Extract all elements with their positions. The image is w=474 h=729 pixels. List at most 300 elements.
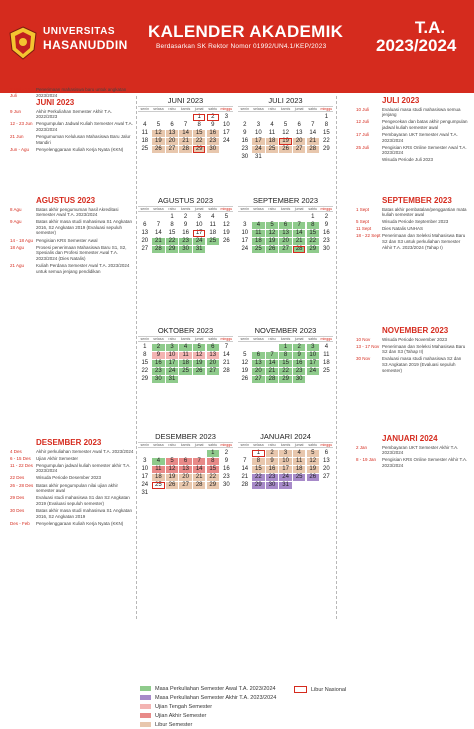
calendar-title: JANUARI 2024 xyxy=(260,432,311,441)
day-cell: 25 xyxy=(152,482,164,489)
weekday-header xyxy=(238,106,333,112)
day-cell: 8 xyxy=(324,121,329,128)
day-cell: 13 xyxy=(323,457,330,464)
calendar-title: DESEMBER 2023 xyxy=(155,432,216,441)
day-cell: 21 xyxy=(293,238,305,245)
day-cell: 2 xyxy=(324,213,329,220)
event-item xyxy=(10,495,134,506)
day-cell: 5 xyxy=(224,213,229,220)
university-name-line1: UNIVERSITAS xyxy=(43,26,115,37)
day-cell: 28 xyxy=(293,246,305,253)
weekday-label: sabtu xyxy=(308,207,318,211)
day-cell: 19 xyxy=(152,138,164,145)
event-date: 22 Des xyxy=(10,475,25,481)
day-cell: 27 xyxy=(279,246,291,253)
day-empty xyxy=(239,450,251,457)
day-cell: 22 xyxy=(252,474,264,481)
day-cell: 3 xyxy=(224,113,229,120)
day-grid xyxy=(138,343,233,383)
calendar-juni-2023 xyxy=(138,96,233,153)
day-cell: 26 xyxy=(241,375,249,382)
weekday-label: jumat xyxy=(194,337,204,341)
academic-year: 2023/2024 xyxy=(376,36,457,55)
day-cell: 25 xyxy=(141,145,149,152)
day-cell: 8 xyxy=(252,458,264,465)
event-text: Penerimaan mahasiswa baru untuk angkatan 2023/2024 xyxy=(36,87,127,98)
day-cell: 1 xyxy=(252,450,264,457)
weekday-label: jumat xyxy=(294,107,304,111)
page-title: KALENDER AKADEMIK xyxy=(148,22,344,41)
day-cell: 6 xyxy=(170,121,174,128)
weekday-label: kamis xyxy=(280,207,291,211)
event-item xyxy=(10,449,134,455)
day-cell: 11 xyxy=(252,230,264,237)
day-cell: 29 xyxy=(279,376,291,383)
day-cell: 6 xyxy=(179,458,191,465)
day-cell: 27 xyxy=(323,473,330,480)
day-cell: 9 xyxy=(324,221,329,228)
day-cell: 2 xyxy=(293,344,305,351)
day-cell: 7 xyxy=(156,221,161,228)
event-date: 10 Juli xyxy=(356,106,370,112)
weekday-label: jumat xyxy=(194,107,204,111)
day-cell: 11 xyxy=(268,129,276,136)
day-cell: 7 xyxy=(293,222,305,229)
day-empty xyxy=(239,214,251,221)
event-item xyxy=(10,238,134,244)
day-empty xyxy=(266,214,278,221)
event-text: Dies Natalis UNHAS xyxy=(382,226,424,232)
weekday-label: sabtu xyxy=(308,443,318,447)
weekday-header xyxy=(138,442,233,448)
day-cell: 12 xyxy=(282,129,289,136)
event-item xyxy=(356,233,468,250)
day-cell: 19 xyxy=(307,466,319,473)
day-cell: 30 xyxy=(207,146,219,153)
weekday-label: selasa xyxy=(253,443,264,447)
day-cell: 11 xyxy=(152,466,164,473)
day-cell: 17 xyxy=(193,230,205,237)
day-cell: 29 xyxy=(193,146,205,153)
day-cell: 13 xyxy=(295,129,303,136)
legend-label: Ujian Tengah Semester xyxy=(155,703,213,710)
day-cell: 5 xyxy=(243,351,247,358)
day-cell: 25 xyxy=(293,474,305,481)
event-group-des xyxy=(10,438,134,528)
day-cell: 26 xyxy=(152,146,164,153)
day-cell: 11 xyxy=(209,221,216,228)
day-cell: 4 xyxy=(211,213,215,220)
day-cell: 15 xyxy=(279,360,291,367)
weekday-label: rabu xyxy=(268,207,276,211)
day-cell: 30 xyxy=(293,376,305,383)
weekday-label: sabtu xyxy=(208,207,218,211)
day-cell: 16 xyxy=(182,229,189,236)
day-cell: 26 xyxy=(307,474,319,481)
event-item xyxy=(356,145,468,156)
weekday-label: sabtu xyxy=(308,337,318,341)
day-cell: 31 xyxy=(166,376,178,383)
legend-swatch xyxy=(140,713,151,718)
day-cell: 30 xyxy=(323,245,330,252)
day-cell: 6 xyxy=(207,344,219,351)
page-subtitle: Berdasarkan SK Rektor Nomor 01992/UN4.1/KEP/2023 xyxy=(156,43,327,50)
event-date: 14 - 18 Agu xyxy=(10,237,34,243)
day-cell: 13 xyxy=(207,352,219,359)
legend-swatch xyxy=(140,686,151,691)
day-cell: 7 xyxy=(193,458,205,465)
day-cell: 9 xyxy=(152,352,164,359)
day-cell: 14 xyxy=(241,465,249,472)
day-cell: 21 xyxy=(152,238,164,245)
day-cell: 17 xyxy=(252,138,264,145)
weekday-header xyxy=(138,336,233,342)
day-cell: 3 xyxy=(166,344,178,351)
event-date: 25 Juli xyxy=(356,144,370,150)
weekday-label: minggu xyxy=(320,207,333,211)
day-cell: 27 xyxy=(293,146,305,153)
day-cell: 2 xyxy=(152,344,164,351)
event-item xyxy=(10,463,134,474)
day-cell: 5 xyxy=(307,450,319,457)
weekday-label: jumat xyxy=(294,337,304,341)
event-date: 10 Nov xyxy=(356,336,371,342)
day-cell: 28 xyxy=(223,367,230,374)
day-cell: 1 xyxy=(207,450,219,457)
day-cell: 24 xyxy=(252,146,264,153)
day-cell: 13 xyxy=(166,130,178,137)
day-cell: 21 xyxy=(241,473,249,480)
event-text: Wisuda Periode Desember 2023 xyxy=(36,475,102,481)
day-cell: 10 xyxy=(166,352,178,359)
day-cell: 16 xyxy=(152,360,164,367)
day-cell: 16 xyxy=(241,137,249,144)
day-cell: 23 xyxy=(152,368,164,375)
day-cell: 2 xyxy=(207,114,219,121)
event-item xyxy=(356,457,468,468)
day-cell: 13 xyxy=(252,360,264,367)
day-cell: 2 xyxy=(183,213,188,220)
weekday-label: senin xyxy=(240,107,250,111)
day-cell: 19 xyxy=(193,360,205,367)
day-cell: 9 xyxy=(266,458,278,465)
university-name-line2: HASANUDDIN xyxy=(43,38,128,52)
event-date: 11 Sept xyxy=(356,226,372,232)
event-date: 5 Sept xyxy=(356,219,370,225)
weekday-label: senin xyxy=(140,207,150,211)
event-item xyxy=(356,107,468,118)
day-cell: 22 xyxy=(193,138,205,145)
day-cell: 4 xyxy=(270,121,274,128)
day-cell: 4 xyxy=(293,450,305,457)
day-cell: 7 xyxy=(266,352,278,359)
day-cell: 23 xyxy=(241,145,249,152)
calendar-agustus-2023 xyxy=(138,196,233,253)
calendar-title: NOVEMBER 2023 xyxy=(254,326,317,335)
day-empty xyxy=(252,344,264,351)
day-cell: 27 xyxy=(166,146,178,153)
day-cell: 14 xyxy=(309,129,317,136)
day-cell: 24 xyxy=(279,474,291,481)
event-text: Pengisian KRS Semester Awal xyxy=(36,237,98,243)
day-cell: 31 xyxy=(255,153,262,160)
day-cell: 9 xyxy=(211,121,215,128)
day-cell: 20 xyxy=(279,238,291,245)
day-cell: 15 xyxy=(141,359,149,366)
day-cell: 10 xyxy=(279,458,291,465)
day-cell: 13 xyxy=(279,230,291,237)
day-cell: 22 xyxy=(279,368,291,375)
weekday-label: rabu xyxy=(268,337,276,341)
day-cell: 24 xyxy=(166,368,178,375)
weekday-label: kamis xyxy=(280,337,291,341)
event-text: Penyelenggaraan Kuliah Kerja Nyata (KKN) xyxy=(36,520,124,526)
weekday-label: kamis xyxy=(180,207,191,211)
event-date: 18 - 22 Sept xyxy=(356,233,381,239)
day-cell: 12 xyxy=(241,359,249,366)
day-cell: 29 xyxy=(252,482,264,489)
day-cell: 16 xyxy=(223,465,230,472)
day-empty xyxy=(239,344,251,351)
day-cell: 6 xyxy=(297,121,301,128)
event-item xyxy=(10,219,134,236)
day-cell: 29 xyxy=(141,375,149,382)
event-date: 17 Juli xyxy=(356,131,370,137)
day-empty xyxy=(139,450,151,457)
day-cell: 29 xyxy=(307,246,319,253)
calendar-november-2023 xyxy=(238,326,333,383)
weekday-label: minggu xyxy=(220,107,233,111)
weekday-label: kamis xyxy=(280,443,291,447)
event-text: Pembayaran UKT Semester Awal T.A. 2023/2024 xyxy=(382,131,458,143)
day-cell: 10 xyxy=(223,121,230,128)
event-item xyxy=(10,456,134,462)
weekday-label: kamis xyxy=(180,107,191,111)
event-text: Prosesi penerimaan Mahasiswa Baru S1, S2, Spesialis dan Profesi Semester Awal T.A. 2023/2024 (Dies Natalis) xyxy=(36,244,127,261)
event-item xyxy=(10,87,134,98)
event-date: 26 - 28 Des xyxy=(10,482,34,488)
day-empty xyxy=(293,114,305,121)
day-cell: 17 xyxy=(279,466,291,473)
day-cell: 5 xyxy=(166,458,178,465)
day-cell: 20 xyxy=(207,360,219,367)
weekday-header xyxy=(138,106,233,112)
day-cell: 22 xyxy=(323,137,330,144)
day-cell: 20 xyxy=(323,465,330,472)
day-cell: 3 xyxy=(143,457,147,464)
day-cell: 16 xyxy=(323,229,330,236)
day-cell: 20 xyxy=(166,138,178,145)
weekday-label: senin xyxy=(140,107,150,111)
day-cell: 4 xyxy=(143,121,147,128)
day-grid xyxy=(238,113,333,161)
legend-holiday-swatch xyxy=(294,686,307,693)
day-cell: 7 xyxy=(224,343,229,350)
day-cell: 24 xyxy=(193,238,205,245)
day-cell: 20 xyxy=(293,138,305,145)
calendar-januari-2024 xyxy=(238,432,333,489)
event-text: Pengumpulan Jadwal Kuliah Semester Awal T.A. 2023/2024 xyxy=(36,121,133,132)
event-group-sep xyxy=(356,196,468,252)
event-item xyxy=(10,245,134,262)
weekday-label: minggu xyxy=(220,443,233,447)
event-item xyxy=(10,147,134,153)
event-date: 1 Sept xyxy=(356,206,370,212)
day-cell: 20 xyxy=(252,368,264,375)
day-cell: 24 xyxy=(241,245,249,252)
weekday-label: minggu xyxy=(220,207,233,211)
day-cell: 16 xyxy=(207,130,219,137)
day-cell: 10 xyxy=(141,465,149,472)
calendar-september-2023 xyxy=(238,196,333,253)
legend-item xyxy=(140,702,276,711)
day-cell: 19 xyxy=(166,474,178,481)
day-cell: 25 xyxy=(266,146,278,153)
day-cell: 28 xyxy=(152,246,164,253)
event-date: 30 Des xyxy=(10,507,25,513)
event-item xyxy=(10,263,134,274)
day-cell: 10 xyxy=(195,221,203,228)
day-cell: 10 xyxy=(241,229,249,236)
month-heading: JANUARI 2024 xyxy=(382,434,438,443)
day-grid xyxy=(138,213,233,253)
event-date: Jun - Agu xyxy=(10,146,30,152)
academic-year-label: T.A. xyxy=(414,18,446,37)
day-cell: 8 xyxy=(143,351,147,358)
day-cell: 21 xyxy=(307,138,319,145)
day-cell: 22 xyxy=(207,474,219,481)
day-cell: 15 xyxy=(252,466,264,473)
event-date: 9 Jun xyxy=(10,108,22,114)
legend-label: Ujian Akhir Semester xyxy=(155,712,207,719)
day-cell: 12 xyxy=(307,458,319,465)
event-text: Batas akhir pengumpulan nilai ujian akhir semester awal xyxy=(36,482,119,494)
day-cell: 22 xyxy=(141,367,149,374)
event-date: 29 Des xyxy=(10,495,25,501)
day-cell: 23 xyxy=(223,473,230,480)
day-cell: 5 xyxy=(193,344,205,351)
day-empty xyxy=(252,114,264,121)
day-cell: 26 xyxy=(166,482,178,489)
day-empty xyxy=(179,450,191,457)
event-date: 2 Mei - 14 Juli xyxy=(10,87,31,98)
day-cell: 8 xyxy=(170,221,174,228)
day-cell: 18 xyxy=(266,138,278,145)
day-empty xyxy=(239,114,251,121)
day-cell: 24 xyxy=(307,368,319,375)
day-cell: 1 xyxy=(279,344,291,351)
day-cell: 11 xyxy=(323,351,330,358)
day-cell: 21 xyxy=(193,474,205,481)
event-group-jan xyxy=(356,434,468,470)
day-cell: 12 xyxy=(266,230,278,237)
day-cell: 7 xyxy=(243,457,247,464)
day-cell: 16 xyxy=(293,360,305,367)
day-cell: 20 xyxy=(179,474,191,481)
event-date: 13 - 17 Nov xyxy=(356,343,380,349)
day-cell: 28 xyxy=(266,376,278,383)
event-group-nov xyxy=(356,326,468,375)
event-text: Evaluasi masa studi mahasiswa semua jenjang xyxy=(382,106,461,118)
event-text: Batas akhir pembatalan/penggantian mata kuliah semester awal xyxy=(382,206,467,218)
event-text: Batas akhir pengumuman hasil Akreditasi Semester Awal T.A. 2023/2024 xyxy=(36,206,119,218)
event-text: Batas akhir masa studi mahasiswa S1 Angkatan 2016, S2 Angkatan 2019 xyxy=(36,507,133,519)
day-cell: 11 xyxy=(293,458,305,465)
day-cell: 28 xyxy=(193,482,205,489)
day-cell: 8 xyxy=(307,222,319,229)
day-cell: 30 xyxy=(152,376,164,383)
event-item xyxy=(356,219,468,225)
event-item xyxy=(10,109,134,120)
weekday-label: senin xyxy=(140,337,150,341)
weekday-label: selasa xyxy=(153,207,164,211)
day-cell: 26 xyxy=(223,237,230,244)
day-cell: 8 xyxy=(197,121,201,128)
day-cell: 9 xyxy=(224,457,229,464)
day-cell: 28 xyxy=(179,146,191,153)
day-cell: 31 xyxy=(279,482,291,489)
weekday-label: rabu xyxy=(168,107,176,111)
day-cell: 22 xyxy=(307,238,319,245)
day-empty xyxy=(279,114,291,121)
day-cell: 3 xyxy=(256,121,261,128)
event-item xyxy=(10,134,134,145)
day-cell: 2 xyxy=(243,121,247,128)
weekday-header xyxy=(238,336,333,342)
day-cell: 8 xyxy=(279,352,291,359)
day-cell: 23 xyxy=(179,238,191,245)
day-cell: 26 xyxy=(193,368,205,375)
day-cell: 31 xyxy=(141,489,149,496)
weekday-label: kamis xyxy=(180,443,191,447)
day-cell: 25 xyxy=(323,367,330,374)
day-cell: 3 xyxy=(279,450,291,457)
day-cell: 15 xyxy=(307,230,319,237)
day-cell: 18 xyxy=(179,360,191,367)
day-cell: 14 xyxy=(223,351,230,358)
event-item xyxy=(356,226,468,232)
day-cell: 7 xyxy=(311,121,315,128)
day-cell: 22 xyxy=(166,238,178,245)
day-cell: 14 xyxy=(193,466,205,473)
day-cell: 24 xyxy=(223,137,230,144)
event-date: 6 - 15 Des xyxy=(10,455,31,461)
day-cell: 6 xyxy=(143,221,147,228)
weekday-label: senin xyxy=(140,443,150,447)
event-date: Des - Feb xyxy=(10,520,30,526)
day-cell: 1 xyxy=(324,113,329,120)
day-cell: 1 xyxy=(311,213,315,220)
event-text: Wisuda Periode November 2023 xyxy=(382,336,448,342)
day-cell: 16 xyxy=(266,466,278,473)
weekday-header xyxy=(138,206,233,212)
event-text: Evaluasi masa studi mahasiswa S2 dan S3 Angkatan 2019 (Evaluasi sepuluh semester) xyxy=(382,356,462,373)
day-cell: 4 xyxy=(252,222,264,229)
event-item xyxy=(10,475,134,481)
day-cell: 15 xyxy=(193,130,205,137)
weekday-label: senin xyxy=(240,443,250,447)
event-item xyxy=(10,483,134,494)
day-cell: 3 xyxy=(243,221,247,228)
event-text: Evaluasi studi mahasiswa S1 dan S2 Angkatan 2019 (Evaluasi sepuluh semester) xyxy=(36,495,130,506)
weekday-label: selasa xyxy=(153,443,164,447)
day-empty xyxy=(166,450,178,457)
day-cell: 27 xyxy=(179,482,191,489)
day-cell: 18 xyxy=(141,137,149,144)
page-header xyxy=(0,0,474,93)
event-text: Pembayaran UKT Semester Akhir T.A. 2023/2024 xyxy=(382,444,459,456)
event-text: Wisuda Periode Juli 2023 xyxy=(382,157,434,163)
